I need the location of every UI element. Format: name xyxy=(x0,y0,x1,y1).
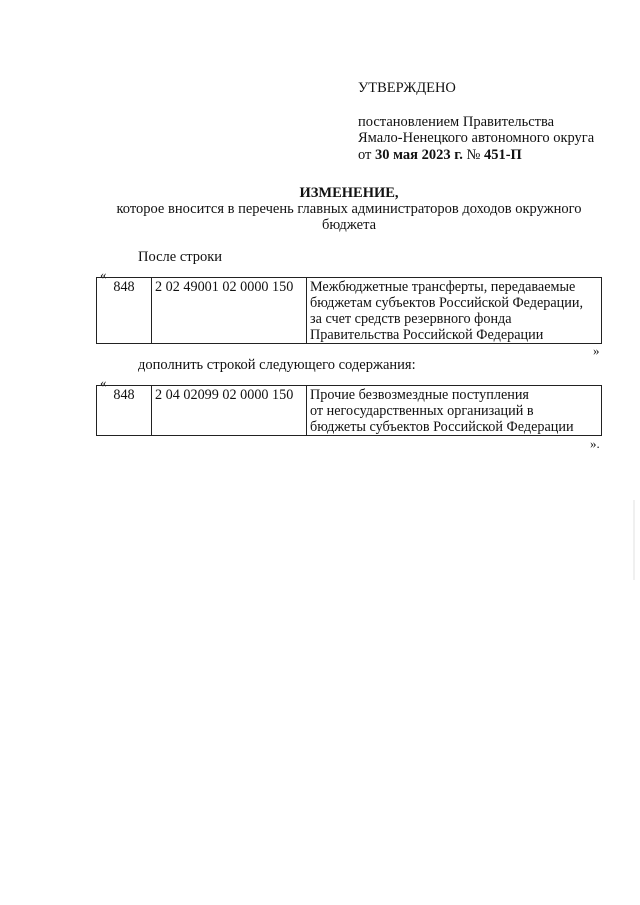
approval-heading: УТВЕРЖДЕНО xyxy=(358,80,456,96)
revenue-name-line: Прочие безвозмездные поступления xyxy=(310,387,529,403)
kbk-cell: 2 04 02099 02 0000 150 xyxy=(152,386,307,436)
original-row-table xyxy=(96,277,602,344)
approval-line-1: постановлением Правительства xyxy=(358,113,555,130)
open-quote-1: « xyxy=(100,267,107,282)
revenue-name-line: бюджеты субъектов Российской Федерации xyxy=(310,419,574,435)
close-quote-2: ». xyxy=(590,436,600,451)
new-row-table xyxy=(96,385,602,436)
title-subtitle-line-1: которое вносится в перечень главных администраторов доходов окружного xyxy=(116,201,582,217)
approval-number-sign: № xyxy=(462,146,484,163)
revenue-name-line: Межбюджетные трансферты, передаваемые xyxy=(310,279,576,295)
scan-edge-mark xyxy=(633,500,635,580)
approval-number: 451-П xyxy=(483,146,522,163)
revenue-name-line: за счет средств резервного фонда xyxy=(310,311,512,327)
title-heading: ИЗМЕНЕНИЕ, xyxy=(299,185,399,201)
admin-code-cell: 848 xyxy=(97,278,152,344)
approval-block xyxy=(358,80,594,163)
connector-text: дополнить строкой следующего содержания: xyxy=(138,357,416,373)
title-subtitle-line-2: бюджета xyxy=(321,217,377,233)
approval-line-2: Ямало-Ненецкого автономного округа xyxy=(358,130,595,146)
approval-date-prefix: от xyxy=(358,146,376,163)
open-quote-2: « xyxy=(100,375,107,390)
revenue-name-line: от негосударственных организаций в xyxy=(310,403,534,419)
kbk-cell: 2 02 49001 02 0000 150 xyxy=(152,278,307,344)
intro-text: После строки xyxy=(138,249,223,265)
admin-code-cell: 848 xyxy=(97,386,152,436)
table-row xyxy=(97,386,602,436)
revenue-name-line: Правительства Российской Федерации xyxy=(310,327,544,343)
approval-date-line xyxy=(358,147,594,164)
revenue-name-cell xyxy=(307,386,602,436)
revenue-name-line: бюджетам субъектов Российской Федерации, xyxy=(310,295,584,311)
revenue-name-cell xyxy=(307,278,602,344)
close-quote-1: » xyxy=(593,343,600,358)
document-title xyxy=(96,185,602,233)
approval-date: 30 мая 2023 г. xyxy=(375,146,463,163)
table-row xyxy=(97,278,602,344)
